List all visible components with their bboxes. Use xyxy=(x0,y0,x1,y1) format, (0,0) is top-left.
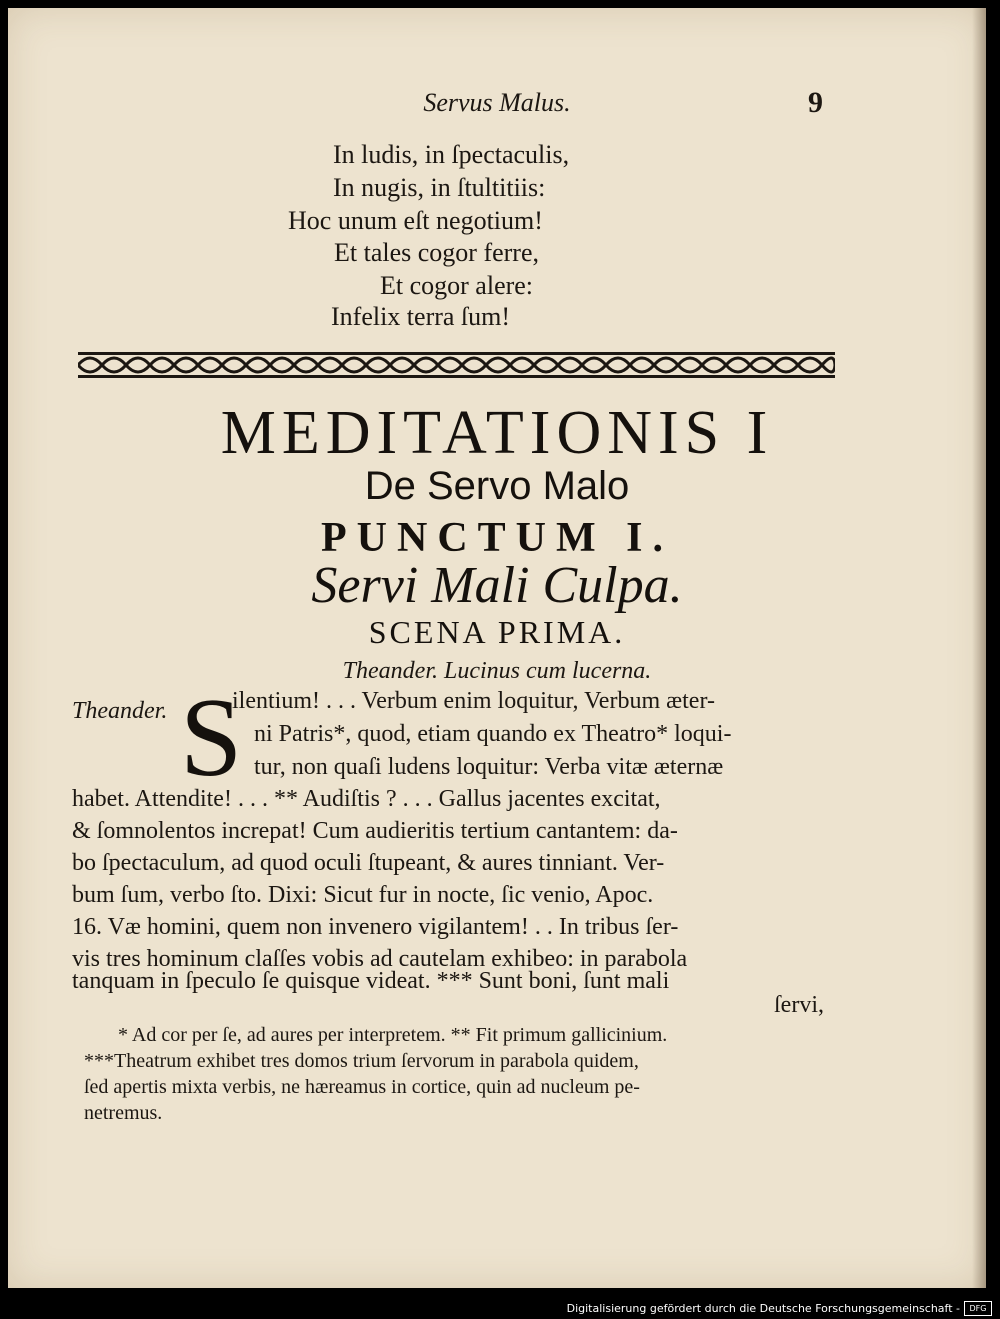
punctum-heading: PUNCTUM I. xyxy=(321,515,673,561)
verse-line: In nugis, in ſtultitiis: xyxy=(333,173,546,202)
footnote-line: ***Theatrum exhibet tres domos trium ſervorum in parabola quidem, xyxy=(84,1050,639,1072)
meditation-title: MEDITATIONIS I xyxy=(220,399,774,467)
ornamental-divider xyxy=(78,348,835,382)
text-line: tur, non quaſi ludens loquitur: Verba vitæ æternæ xyxy=(254,754,724,780)
verse-line: Hoc unum eſt negotium! xyxy=(288,206,543,235)
text-line: tanquam in ſpeculo ſe quisque videat. *** Sunt boni, ſunt mali xyxy=(72,968,670,994)
text-line: habet. Attendite! . . . ** Audiſtis ? . . . Gallus jacentes excitat, xyxy=(72,786,661,812)
catchword: ſervi, xyxy=(774,992,824,1018)
culpa-heading: Servi Mali Culpa. xyxy=(311,557,683,614)
footnote-line: netremus. xyxy=(84,1102,163,1124)
digitization-credit: Digitalisierung gefördert durch die Deutsche Forschungsgemeinschaft - xyxy=(566,1302,960,1315)
text-line: ni Patris*, quod, etiam quando ex Theatro* loqui- xyxy=(254,721,732,747)
scene-heading: SCENA PRIMA. xyxy=(368,614,626,650)
verse-line: Et tales cogor ferre, xyxy=(334,238,540,267)
dramatis-personae: Theander. Lucinus cum lucerna. xyxy=(342,658,652,684)
drop-cap: S xyxy=(180,676,243,800)
footnote-line: ſed apertis mixta verbis, ne hæreamus in cortice, quin ad nucleum pe- xyxy=(84,1076,640,1098)
book-page xyxy=(8,8,986,1288)
running-title: Servus Malus. xyxy=(423,88,571,117)
verse-line: In ludis, in ſpectaculis, xyxy=(333,140,570,169)
text-line: bo ſpectaculum, ad quod oculi ſtupeant, & aures tinniant. Ver- xyxy=(72,850,665,876)
text-line: bum ſum, verbo ſto. Dixi: Sicut fur in nocte, ſic venio, Apoc. xyxy=(72,882,654,908)
verse-line: Et cogor alere: xyxy=(380,271,534,300)
meditation-subtitle: De Servo Malo xyxy=(364,464,630,508)
footnote-line: * Ad cor per ſe, ad aures per interpretem. ** Fit primum gallicinium. xyxy=(118,1024,668,1046)
dfg-logo: DFG xyxy=(964,1301,992,1316)
verse-line: Infelix terra ſum! xyxy=(331,302,511,331)
speaker-name: Theander. xyxy=(72,698,168,724)
text-line: & ſomnolentos increpat! Cum audieritis tertium cantantem: da- xyxy=(72,818,678,844)
text-line: 16. Væ homini, quem non invenero vigilantem! . . In tribus ſer- xyxy=(72,914,679,940)
text-line: ilentium! . . . Verbum enim loquitur, Verbum æter- xyxy=(232,688,715,714)
text-line: vis tres hominum claſſes vobis ad cautelam exhibeo: in parabola xyxy=(72,946,688,972)
page-mark: 9 xyxy=(808,86,823,119)
